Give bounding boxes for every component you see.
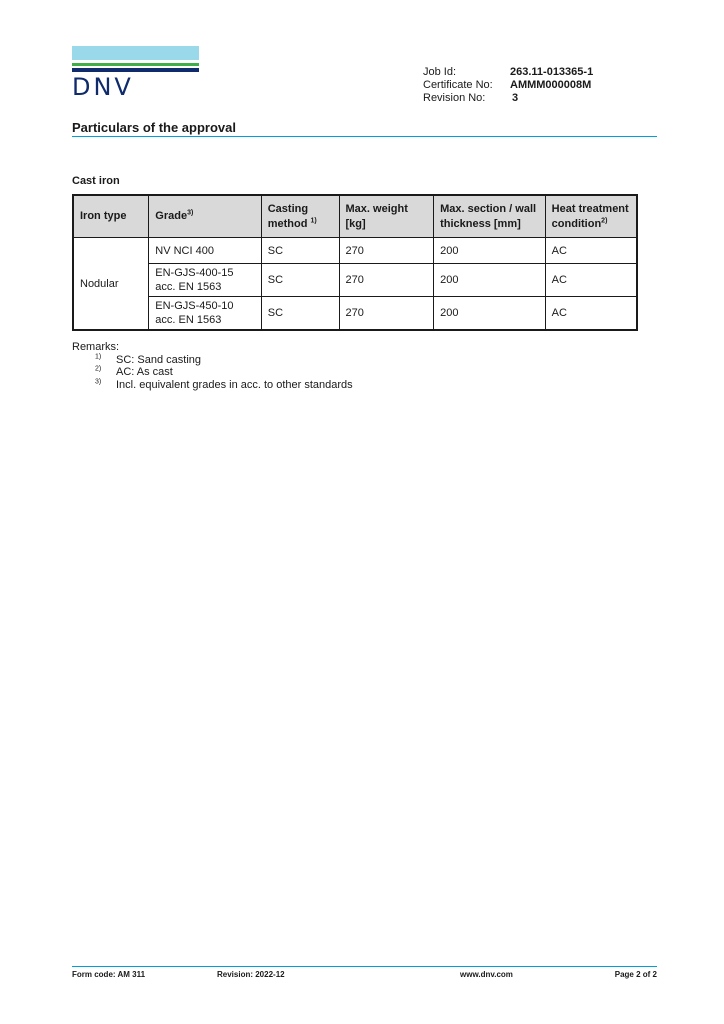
header-max-weight: Max. weight [kg] — [339, 195, 434, 238]
remarks — [72, 341, 353, 391]
iron-type-cell: Nodular — [73, 238, 149, 331]
method-cell: SC — [261, 238, 339, 264]
section-cell: 200 — [434, 264, 546, 297]
cast-iron-table — [72, 194, 638, 331]
remark-text: AC: As cast — [116, 366, 173, 378]
table-header-row — [73, 195, 637, 238]
section-cell: 200 — [434, 238, 546, 264]
section-cell: 200 — [434, 297, 546, 331]
revision-value: 3 — [512, 92, 519, 104]
document-metadata — [423, 66, 593, 105]
heat-cell: AC — [545, 264, 637, 297]
logo-wordmark: DNV — [72, 73, 134, 101]
dnv-logo — [72, 46, 199, 99]
certificate-label: Certificate No: — [423, 79, 493, 91]
header-grade: Grade$^{3)}$ — [149, 195, 261, 238]
remark-item: $^{1)}$ SC: Sand casting — [95, 352, 201, 366]
grade-cell: EN-GJS-400-15 acc. EN 1563 — [149, 264, 261, 297]
cast-iron-heading: Cast iron — [72, 175, 120, 187]
footer-website[interactable]: www.dnv.com — [460, 970, 513, 979]
table-row — [73, 297, 637, 331]
table-row — [73, 264, 637, 297]
weight-cell: 270 — [339, 264, 434, 297]
remark-item: $^{2)}$ AC: As cast — [95, 365, 173, 378]
remark-text: SC: Sand casting — [116, 353, 201, 366]
weight-cell: 270 — [339, 238, 434, 264]
heat-cell: AC — [545, 238, 637, 264]
footer-divider — [72, 966, 657, 967]
header-heat-treatment: Heat treatment condition$^{2)}$ — [545, 195, 637, 238]
heat-cell: AC — [545, 297, 637, 331]
certificate-value: AMMM000008M — [510, 79, 592, 91]
table-row — [73, 238, 637, 264]
section-title: Particulars of the approval — [72, 120, 236, 135]
footer-form-code: Form code: AM 311 — [72, 970, 146, 979]
remarks-title: Remarks: — [72, 341, 120, 353]
weight-cell: 270 — [339, 297, 434, 331]
method-cell: SC — [261, 297, 339, 331]
footer-revision: Revision: 2022-12 — [217, 970, 285, 979]
title-divider — [72, 136, 657, 137]
method-cell: SC — [261, 264, 339, 297]
job-id-value: 263.11-013365-1 — [510, 66, 594, 78]
grade-cell: EN-GJS-450-10 acc. EN 1563 — [149, 297, 261, 331]
remark-item: $^{3)}$ Incl. equivalent grades in acc. to other standards — [95, 377, 353, 391]
remark-text: Incl. equivalent grades in acc. to other standards — [116, 378, 353, 391]
header-max-section: Max. section / wall thickness [mm] — [434, 195, 546, 238]
header-casting-method: Casting method $^{1)}$ — [261, 195, 339, 238]
job-id-label: Job Id: — [423, 66, 457, 78]
footer-page-number: Page 2 of 2 — [614, 970, 657, 979]
revision-label: Revision No: — [423, 92, 486, 104]
header-iron-type: Iron type — [73, 195, 149, 238]
logo-light-blue-bar — [72, 46, 199, 60]
grade-cell: NV NCI 400 — [149, 238, 261, 264]
logo-dark-blue-bar — [72, 68, 199, 72]
